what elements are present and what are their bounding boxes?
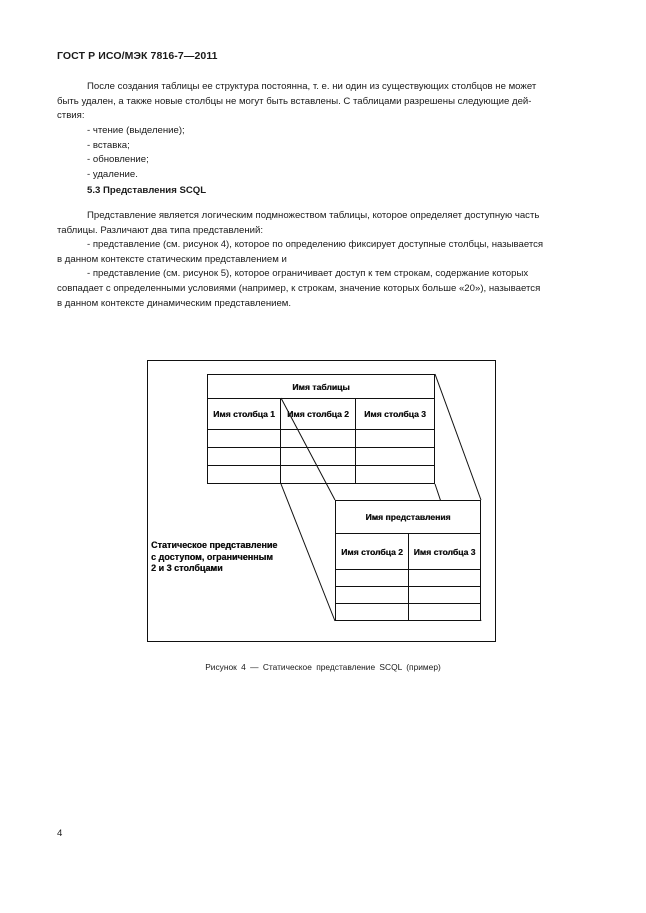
text-line: - представление (см. рисунок 4), которое по определению фиксирует доступные столбцы, называется xyxy=(87,239,544,251)
list-item-update: - обновление; xyxy=(87,154,149,165)
view-cell xyxy=(335,603,409,621)
figure-caption: Рисунок 4 — Статическое представление SCQL (пример) xyxy=(205,662,441,672)
view-cell xyxy=(335,586,409,604)
section-heading: 5.3 Представления SCQL xyxy=(87,185,207,196)
paragraph-table-structure xyxy=(57,80,592,124)
list-item-insert: - вставка; xyxy=(87,140,130,151)
view-cell xyxy=(408,586,481,604)
list-item-delete: - удаление. xyxy=(87,169,138,180)
table-cell xyxy=(207,447,281,466)
table-cell xyxy=(207,465,281,484)
table-cell xyxy=(355,447,435,466)
table-cell xyxy=(207,429,281,448)
table-header-col2: Имя столбца 2 xyxy=(280,398,356,430)
table-header-col1: Имя столбца 1 xyxy=(207,398,281,430)
table-cell xyxy=(280,429,356,448)
view-cell xyxy=(408,603,481,621)
text-line: совпадает с определенными условиями (например, к строкам, значение которых больше «20»), называется xyxy=(57,282,541,294)
table-cell xyxy=(280,447,356,466)
text-line: ствия: xyxy=(57,110,85,122)
document-header: ГОСТ Р ИСО/МЭК 7816-7—2011 xyxy=(57,50,218,62)
label-line: с доступом, ограниченным xyxy=(151,551,273,562)
table-header-col3: Имя столбца 3 xyxy=(355,398,435,430)
label-line: Статическое представление xyxy=(151,540,278,550)
view-header-col2: Имя столбца 2 xyxy=(335,533,409,570)
text-line: в данном контексте статическим представлением и xyxy=(57,253,287,265)
table-title-cell: Имя таблицы xyxy=(207,374,435,399)
text-line: в данном контексте динамическим представлением. xyxy=(57,297,292,309)
list-item-read: - чтение (выделение); xyxy=(87,125,185,136)
static-view-label xyxy=(151,540,277,575)
text-line: После создания таблицы ее структура постоянна, т. е. ни один из существующих столбцов не может xyxy=(87,81,537,92)
paragraph-views xyxy=(57,209,592,311)
label-line: 2 и 3 столбцами xyxy=(151,563,223,573)
text-line: Представление является логическим подмножеством таблицы, которое определяет доступную часть xyxy=(87,210,540,221)
text-line: таблицы. Различают два типа представлений: xyxy=(57,224,263,236)
view-cell xyxy=(335,569,409,587)
view-header-col3: Имя столбца 3 xyxy=(408,533,481,570)
table-cell xyxy=(355,429,435,448)
text-line: быть удален, а также новые столбцы не могут быть вставлены. С таблицами разрешены следующие дей- xyxy=(57,95,532,107)
view-title-cell: Имя представления xyxy=(335,500,481,534)
table-cell xyxy=(355,465,435,484)
view-cell xyxy=(408,569,481,587)
table-cell xyxy=(280,465,356,484)
text-line: - представление (см. рисунок 5), которое ограничивает доступ к тем строкам, содержание которых xyxy=(87,268,529,280)
page-number: 4 xyxy=(57,828,63,839)
